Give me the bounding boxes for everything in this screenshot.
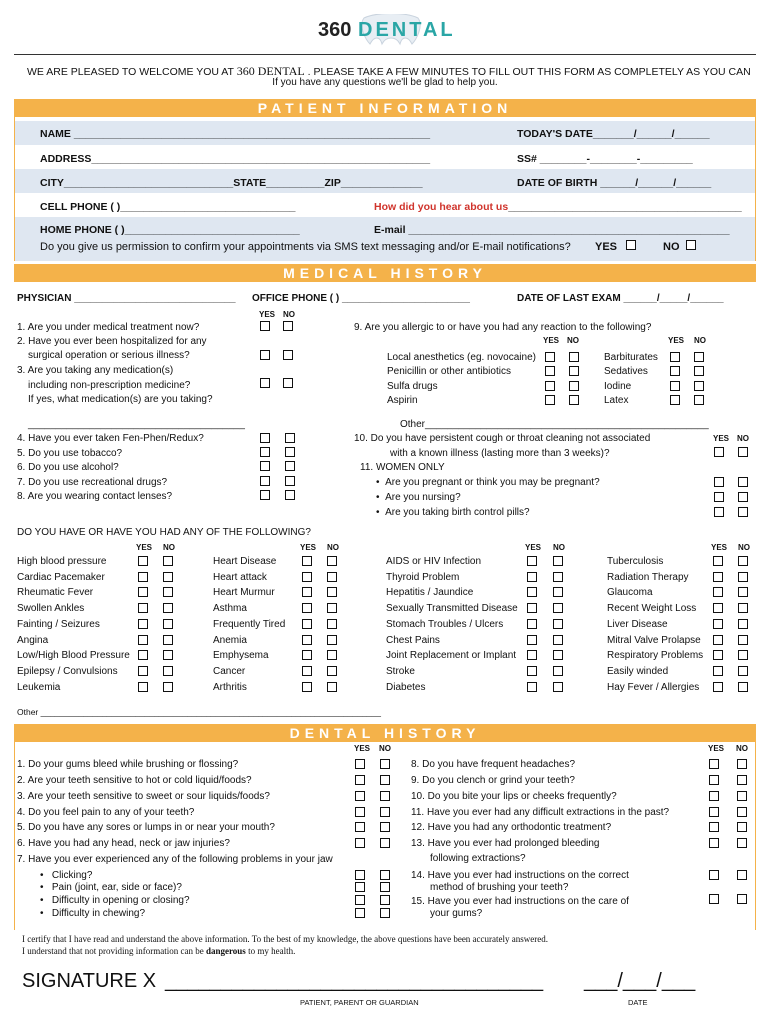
dental-no-checkbox[interactable] — [380, 838, 390, 848]
brand-name: 360 DENTAL — [236, 64, 305, 78]
condition-no-checkbox[interactable] — [163, 556, 173, 566]
condition-yes-checkbox[interactable] — [302, 682, 312, 692]
condition-label: Arthritis — [213, 681, 247, 693]
allergy-yes-checkbox[interactable] — [670, 366, 680, 376]
condition-no-checkbox[interactable] — [327, 572, 337, 582]
office-phone-field[interactable]: OFFICE PHONE ( ) _______________________ — [252, 293, 470, 304]
signature-date-field[interactable]: ___/___/___ — [584, 970, 696, 992]
dental-yes-checkbox[interactable] — [355, 775, 365, 785]
dental-yes-header-2: YES — [708, 744, 725, 753]
women-no-checkbox[interactable] — [738, 507, 748, 517]
jaw-yes-checkbox[interactable] — [355, 882, 365, 892]
women-yes-checkbox[interactable] — [714, 492, 724, 502]
certify-text: I certify that I have read and understand the above information. To the best of my knowledge, the above questions have been accurately answered. — [22, 934, 549, 944]
condition-yes-checkbox[interactable] — [527, 572, 537, 582]
condition-label: Sexually Transmitted Disease — [386, 603, 518, 615]
dental-no-header-2: NO — [736, 744, 748, 753]
jaw-no-checkbox[interactable] — [380, 908, 390, 918]
condition-label: Diabetes — [386, 681, 426, 693]
q3-label: 3. Are you taking any medication(s) — [17, 365, 174, 376]
welcome-subline: If you have any questions we'll be glad to help you. — [272, 77, 498, 88]
condition-label: Recent Weight Loss — [607, 603, 697, 615]
dental-no-checkbox[interactable] — [737, 791, 747, 801]
hear-about-field[interactable]: ________________________________________ — [508, 201, 742, 213]
q5-no-checkbox[interactable] — [285, 447, 295, 457]
hear-about-label: How did you hear about us — [374, 201, 509, 213]
condition-yes-checkbox[interactable] — [138, 650, 148, 660]
dq14-label-cont: method of brushing your teeth? — [430, 882, 569, 893]
dq15-label: 15. Have you ever had instructions on the care of — [411, 896, 629, 907]
condition-label: Thyroid Problem — [386, 571, 460, 583]
signature-label: SIGNATURE X — [22, 970, 157, 992]
email-field[interactable]: E-mail _______________________________________________________ — [374, 224, 730, 236]
allergy-label: Aspirin — [387, 395, 418, 406]
condition-no-checkbox[interactable] — [553, 619, 563, 629]
allergy-no-checkbox[interactable] — [569, 395, 579, 405]
condition-label: Liver Disease — [607, 618, 668, 630]
condition-no-checkbox[interactable] — [553, 556, 563, 566]
sms-yes-checkbox[interactable] — [626, 240, 636, 250]
condition-label: Respiratory Problems — [607, 650, 704, 662]
conditions-yes-header: YES — [300, 543, 317, 552]
condition-no-checkbox[interactable] — [163, 682, 173, 692]
conditions-no-header: NO — [553, 543, 565, 552]
condition-no-checkbox[interactable] — [163, 587, 173, 597]
last-exam-field[interactable]: DATE OF LAST EXAM ______/_____/______ — [517, 293, 724, 304]
allergy-yes-checkbox[interactable] — [545, 395, 555, 405]
condition-no-checkbox[interactable] — [738, 587, 748, 597]
condition-no-checkbox[interactable] — [327, 603, 337, 613]
q11-label: 11. WOMEN ONLY — [360, 462, 445, 473]
q3-label-cont: including non-prescription medicine? — [28, 380, 191, 391]
allergy-label-right: Sedatives — [604, 366, 648, 377]
dental-no-checkbox[interactable] — [737, 838, 747, 848]
condition-label: Low/High Blood Pressure — [17, 650, 130, 662]
q3-yes-checkbox[interactable] — [260, 378, 270, 388]
q10-no-header: NO — [737, 434, 749, 443]
logo — [318, 14, 478, 48]
dental-yes-checkbox[interactable] — [355, 759, 365, 769]
condition-yes-checkbox[interactable] — [527, 587, 537, 597]
dental-no-checkbox[interactable] — [737, 759, 747, 769]
women-yes-checkbox[interactable] — [714, 507, 724, 517]
condition-no-checkbox[interactable] — [738, 603, 748, 613]
condition-label: Glaucoma — [607, 587, 653, 599]
condition-label: Heart Murmur — [213, 587, 275, 599]
q6-no-checkbox[interactable] — [285, 461, 295, 471]
dental-question-label: 3. Are your teeth sensitive to sweet or sour liquids/foods? — [17, 791, 270, 802]
allergy-yes-header-2: YES — [668, 336, 685, 345]
conditions-yes-header: YES — [525, 543, 542, 552]
ssn-field[interactable]: SS# ________-________-_________ — [517, 153, 693, 165]
condition-yes-checkbox[interactable] — [138, 603, 148, 613]
date-caption: DATE — [628, 998, 648, 1007]
dental-yes-checkbox[interactable] — [709, 822, 719, 832]
dq9-label: 9. Do you clench or grind your teeth? — [411, 775, 575, 786]
q3-label-cont2: If yes, what medication(s) are you taking? — [28, 394, 213, 405]
q1-yes-checkbox[interactable] — [260, 321, 270, 331]
condition-no-checkbox[interactable] — [163, 635, 173, 645]
yes-header: YES — [259, 310, 276, 319]
dental-no-checkbox[interactable] — [737, 775, 747, 785]
condition-yes-checkbox[interactable] — [527, 635, 537, 645]
q6-yes-checkbox[interactable] — [260, 461, 270, 471]
women-item-label: • Are you nursing? — [376, 492, 461, 503]
dq10-label: 10. Do you bite your lips or cheeks frequently? — [411, 791, 617, 802]
condition-no-checkbox[interactable] — [163, 650, 173, 660]
header-rule — [14, 54, 756, 55]
condition-yes-checkbox[interactable] — [713, 572, 723, 582]
jaw-yes-checkbox[interactable] — [355, 895, 365, 905]
q10-label-cont: with a known illness (lasting more than 3 weeks)? — [390, 448, 610, 459]
jaw-problem-label: • Difficulty in chewing? — [40, 908, 146, 919]
medical-history-header: MEDICAL HISTORY — [14, 264, 756, 282]
condition-yes-checkbox[interactable] — [527, 666, 537, 676]
condition-label: Easily winded — [607, 665, 669, 677]
sms-no-checkbox[interactable] — [686, 240, 696, 250]
jaw-yes-checkbox[interactable] — [355, 870, 365, 880]
dental-yes-checkbox[interactable] — [709, 807, 719, 817]
dq14-label: 14. Have you ever had instructions on the correct — [411, 870, 629, 881]
condition-label: AIDS or HIV Infection — [386, 556, 482, 567]
condition-no-checkbox[interactable] — [738, 650, 748, 660]
condition-label: Leukemia — [17, 681, 61, 693]
condition-yes-checkbox[interactable] — [302, 572, 312, 582]
allergy-yes-checkbox[interactable] — [545, 352, 555, 362]
condition-yes-checkbox[interactable] — [527, 603, 537, 613]
women-no-checkbox[interactable] — [738, 492, 748, 502]
allergy-yes-checkbox[interactable] — [670, 381, 680, 391]
condition-label: Mitral Valve Prolapse — [607, 634, 701, 646]
q8-yes-checkbox[interactable] — [260, 490, 270, 500]
dental-yes-checkbox[interactable] — [709, 894, 719, 904]
conditions-no-header: NO — [327, 543, 339, 552]
condition-label: Rheumatic Fever — [17, 587, 94, 599]
condition-yes-checkbox[interactable] — [138, 587, 148, 597]
condition-label: Swollen Ankles — [17, 603, 85, 615]
q7-label: 7. Do you use recreational drugs? — [17, 477, 168, 488]
dental-history-header: DENTAL HISTORY — [14, 724, 756, 742]
allergy-label-right: Iodine — [604, 381, 632, 392]
signature-field[interactable]: __________________________________ — [165, 970, 544, 992]
q5-yes-checkbox[interactable] — [260, 447, 270, 457]
condition-no-checkbox[interactable] — [738, 619, 748, 629]
dental-yes-checkbox[interactable] — [355, 791, 365, 801]
patient-info-header: PATIENT INFORMATION — [14, 99, 756, 117]
jaw-problem-label: • Difficulty in opening or closing? — [40, 895, 190, 906]
condition-yes-checkbox[interactable] — [713, 682, 723, 692]
logo-word: DENTAL — [358, 19, 456, 41]
dq8-label: 8. Do you have frequent headaches? — [411, 759, 576, 770]
home-phone-field[interactable]: HOME PHONE ( )______________________________ — [40, 224, 300, 236]
condition-no-checkbox[interactable] — [738, 666, 748, 676]
q7-yes-checkbox[interactable] — [260, 476, 270, 486]
jaw-no-checkbox[interactable] — [380, 870, 390, 880]
condition-yes-checkbox[interactable] — [713, 666, 723, 676]
women-item-label: • Are you taking birth control pills? — [376, 507, 530, 518]
allergy-no-header: NO — [567, 336, 579, 345]
logo-number: 360 — [318, 19, 352, 41]
allergy-no-checkbox[interactable] — [694, 352, 704, 362]
signature-caption: PATIENT, PARENT OR GUARDIAN — [300, 998, 419, 1007]
allergy-no-checkbox[interactable] — [694, 381, 704, 391]
condition-yes-checkbox[interactable] — [527, 619, 537, 629]
condition-yes-checkbox[interactable] — [713, 619, 723, 629]
allergy-no-checkbox[interactable] — [694, 395, 704, 405]
allergy-yes-checkbox[interactable] — [545, 366, 555, 376]
dental-question-label: 4. Do you feel pain to any of your teeth? — [17, 807, 195, 818]
condition-label: Heart attack — [213, 571, 267, 583]
dental-question-label: 7. Have you ever experienced any of the following problems in your jaw — [17, 854, 333, 865]
dental-no-checkbox[interactable] — [737, 822, 747, 832]
dental-yes-checkbox[interactable] — [709, 759, 719, 769]
condition-label: Cancer — [213, 665, 246, 677]
condition-yes-checkbox[interactable] — [527, 556, 537, 566]
condition-no-checkbox[interactable] — [163, 572, 173, 582]
condition-yes-checkbox[interactable] — [302, 556, 312, 566]
condition-yes-checkbox[interactable] — [302, 587, 312, 597]
condition-label: Stomach Troubles / Ulcers — [386, 618, 504, 630]
dental-no-checkbox[interactable] — [737, 807, 747, 817]
allergy-no-header-2: NO — [694, 336, 706, 345]
dental-yes-checkbox[interactable] — [709, 870, 719, 880]
dental-yes-checkbox[interactable] — [709, 775, 719, 785]
q6-label: 6. Do you use alcohol? — [17, 462, 119, 473]
q10-yes-checkbox[interactable] — [714, 447, 724, 457]
women-yes-checkbox[interactable] — [714, 477, 724, 487]
dental-yes-checkbox[interactable] — [355, 838, 365, 848]
condition-no-checkbox[interactable] — [553, 666, 563, 676]
condition-label: Tuberculosis — [607, 556, 664, 567]
q7-no-checkbox[interactable] — [285, 476, 295, 486]
condition-label: Stroke — [386, 665, 415, 677]
condition-no-checkbox[interactable] — [553, 603, 563, 613]
dental-question-label: 5. Do you have any sores or lumps in or near your mouth? — [17, 822, 275, 833]
condition-yes-checkbox[interactable] — [138, 572, 148, 582]
q9-label: 9. Are you allergic to or have you had any reaction to the following? — [354, 322, 652, 333]
condition-yes-checkbox[interactable] — [138, 635, 148, 645]
condition-no-checkbox[interactable] — [553, 572, 563, 582]
todays-date-field[interactable]: TODAY'S DATE_______/______/______ — [517, 128, 710, 140]
dental-question-label: 1. Do your gums bleed while brushing or flossing? — [17, 759, 239, 770]
q3-no-checkbox[interactable] — [283, 378, 293, 388]
condition-yes-checkbox[interactable] — [302, 603, 312, 613]
condition-yes-checkbox[interactable] — [302, 635, 312, 645]
name-field[interactable]: NAME _____________________________________________________________ — [40, 128, 431, 140]
condition-label: Radiation Therapy — [607, 571, 689, 583]
condition-no-checkbox[interactable] — [327, 666, 337, 676]
conditions-yes-header: YES — [711, 543, 728, 552]
medications-field[interactable]: _______________________________________ — [28, 419, 245, 430]
dental-no-checkbox[interactable] — [737, 870, 747, 880]
allergy-no-checkbox[interactable] — [569, 352, 579, 362]
condition-yes-checkbox[interactable] — [713, 587, 723, 597]
q10-label: 10. Do you have persistent cough or throat cleaning not associated — [354, 433, 651, 444]
condition-no-checkbox[interactable] — [553, 635, 563, 645]
conditions-other-field[interactable]: Other ________________________________________________________________________ — [17, 707, 381, 717]
condition-yes-checkbox[interactable] — [713, 635, 723, 645]
q2-no-checkbox[interactable] — [283, 350, 293, 360]
allergy-label: Sulfa drugs — [387, 381, 438, 392]
condition-label: Chest Pains — [386, 634, 440, 646]
condition-yes-checkbox[interactable] — [302, 619, 312, 629]
condition-yes-checkbox[interactable] — [138, 619, 148, 629]
condition-no-checkbox[interactable] — [553, 682, 563, 692]
dental-no-checkbox[interactable] — [737, 894, 747, 904]
dental-question-label: 2. Are your teeth sensitive to hot or cold liquid/foods? — [17, 775, 252, 786]
q10-yes-header: YES — [713, 434, 730, 443]
condition-yes-checkbox[interactable] — [713, 603, 723, 613]
condition-no-checkbox[interactable] — [327, 619, 337, 629]
welcome-line: WE ARE PLEASED TO WELCOME YOU AT 360 DENTAL . PLEASE TAKE A FEW MINUTES TO FILL OUT THIS FORM AS COMPLETELY AS YOU CAN — [27, 64, 751, 78]
condition-no-checkbox[interactable] — [327, 556, 337, 566]
dq15-label-cont: your gums? — [430, 908, 483, 919]
condition-label: Asthma — [213, 603, 247, 615]
condition-label: Anemia — [213, 634, 247, 646]
q2-yes-checkbox[interactable] — [260, 350, 270, 360]
sms-yes-label: YES — [595, 241, 618, 253]
allergy-label-right: Barbiturates — [604, 352, 658, 363]
q2-label: 2. Have you ever been hospitalized for any — [17, 336, 207, 347]
condition-yes-checkbox[interactable] — [138, 666, 148, 676]
condition-label: Angina — [17, 634, 49, 646]
condition-yes-checkbox[interactable] — [527, 650, 537, 660]
dental-no-checkbox[interactable] — [380, 759, 390, 769]
dental-yes-checkbox[interactable] — [355, 807, 365, 817]
q1-no-checkbox[interactable] — [283, 321, 293, 331]
cell-phone-field[interactable]: CELL PHONE ( )______________________________ — [40, 201, 296, 213]
dental-yes-header: YES — [354, 744, 371, 753]
dq11-label: 11. Have you ever had any difficult extractions in the past? — [411, 807, 670, 818]
condition-yes-checkbox[interactable] — [713, 556, 723, 566]
condition-no-checkbox[interactable] — [738, 635, 748, 645]
address-field[interactable]: ADDRESS__________________________________________________________ — [40, 153, 431, 165]
jaw-problem-label: • Pain (joint, ear, side or face)? — [40, 882, 182, 893]
conditions-no-header: NO — [738, 543, 750, 552]
condition-no-checkbox[interactable] — [163, 666, 173, 676]
dental-no-checkbox[interactable] — [380, 807, 390, 817]
condition-no-checkbox[interactable] — [163, 603, 173, 613]
dob-field[interactable]: DATE OF BIRTH ______/______/______ — [517, 177, 712, 189]
condition-label: Hay Fever / Allergies — [607, 681, 700, 693]
q1-label: 1. Are you under medical treatment now? — [17, 322, 200, 333]
jaw-no-checkbox[interactable] — [380, 895, 390, 905]
certify-text-2: I understand that not providing information can be dangerous to my health. — [22, 946, 296, 956]
allergy-label: Local anesthetics (eg. novocaine) — [387, 352, 536, 363]
jaw-problem-label: • Clicking? — [40, 870, 93, 881]
dental-no-checkbox[interactable] — [380, 822, 390, 832]
dental-no-checkbox[interactable] — [380, 791, 390, 801]
condition-label: Cardiac Pacemaker — [17, 571, 105, 583]
dental-yes-checkbox[interactable] — [709, 791, 719, 801]
q10-no-checkbox[interactable] — [738, 447, 748, 457]
women-no-checkbox[interactable] — [738, 477, 748, 487]
jaw-no-checkbox[interactable] — [380, 882, 390, 892]
dq12-label: 12. Have you had any orthodontic treatment? — [411, 822, 612, 833]
allergy-label-right: Latex — [604, 395, 629, 406]
allergy-yes-header: YES — [543, 336, 560, 345]
condition-yes-checkbox[interactable] — [302, 650, 312, 660]
condition-label: Heart Disease — [213, 556, 277, 567]
condition-no-checkbox[interactable] — [738, 572, 748, 582]
condition-label: Frequently Tired — [213, 618, 286, 630]
q4-label: 4. Have you ever taken Fen-Phen/Redux? — [17, 433, 204, 444]
physician-field[interactable]: PHYSICIAN _____________________________ — [17, 293, 236, 304]
dental-yes-checkbox[interactable] — [355, 822, 365, 832]
dental-no-checkbox[interactable] — [380, 775, 390, 785]
condition-no-checkbox[interactable] — [327, 635, 337, 645]
dq13-label-cont: following extractions? — [430, 853, 526, 864]
q2-label-cont: surgical operation or serious illness? — [28, 350, 190, 361]
allergy-no-checkbox[interactable] — [569, 366, 579, 376]
sms-no-label: NO — [663, 241, 680, 253]
condition-label: Joint Replacement or Implant — [386, 650, 517, 662]
dq13-label: 13. Have you ever had prolonged bleeding — [411, 838, 600, 849]
dental-yes-checkbox[interactable] — [709, 838, 719, 848]
condition-yes-checkbox[interactable] — [302, 666, 312, 676]
condition-label: High blood pressure — [17, 556, 107, 567]
allergy-yes-checkbox[interactable] — [545, 381, 555, 391]
condition-yes-checkbox[interactable] — [138, 682, 148, 692]
q8-label: 8. Are you wearing contact lenses? — [17, 491, 173, 502]
jaw-yes-checkbox[interactable] — [355, 908, 365, 918]
condition-no-checkbox[interactable] — [738, 556, 748, 566]
allergy-yes-checkbox[interactable] — [670, 352, 680, 362]
condition-no-checkbox[interactable] — [327, 650, 337, 660]
q4-no-checkbox[interactable] — [285, 433, 295, 443]
condition-label: Emphysema — [213, 650, 269, 662]
city-state-zip-field[interactable]: CITY_____________________________STATE__________ZIP______________ — [40, 177, 423, 189]
conditions-heading: DO YOU HAVE OR HAVE YOU HAD ANY OF THE FOLLOWING? — [17, 527, 311, 538]
condition-yes-checkbox[interactable] — [138, 556, 148, 566]
q8-no-checkbox[interactable] — [285, 490, 295, 500]
sms-permission-text: Do you give us permission to confirm your appointments via SMS text messaging and/or E-mail notifications? — [40, 241, 571, 253]
conditions-no-header: NO — [163, 543, 175, 552]
condition-no-checkbox[interactable] — [163, 619, 173, 629]
condition-no-checkbox[interactable] — [553, 650, 563, 660]
allergy-yes-checkbox[interactable] — [670, 395, 680, 405]
allergy-no-checkbox[interactable] — [694, 366, 704, 376]
women-item-label: • Are you pregnant or think you may be pregnant? — [376, 477, 600, 488]
allergy-no-checkbox[interactable] — [569, 381, 579, 391]
condition-yes-checkbox[interactable] — [713, 650, 723, 660]
condition-no-checkbox[interactable] — [553, 587, 563, 597]
q4-yes-checkbox[interactable] — [260, 433, 270, 443]
condition-label: Hepatitis / Jaundice — [386, 587, 474, 599]
allergy-other-field[interactable]: Other___________________________________________________ — [400, 419, 709, 430]
condition-no-checkbox[interactable] — [327, 682, 337, 692]
condition-no-checkbox[interactable] — [738, 682, 748, 692]
dental-no-header: NO — [379, 744, 391, 753]
condition-label: Epilepsy / Convulsions — [17, 665, 118, 677]
conditions-yes-header: YES — [136, 543, 153, 552]
q5-label: 5. Do you use tobacco? — [17, 448, 123, 459]
condition-no-checkbox[interactable] — [327, 587, 337, 597]
condition-yes-checkbox[interactable] — [527, 682, 537, 692]
allergy-label: Penicillin or other antibiotics — [387, 366, 511, 377]
no-header: NO — [283, 310, 295, 319]
condition-label: Fainting / Seizures — [17, 618, 100, 630]
dental-question-label: 6. Have you had any head, neck or jaw injuries? — [17, 838, 230, 849]
